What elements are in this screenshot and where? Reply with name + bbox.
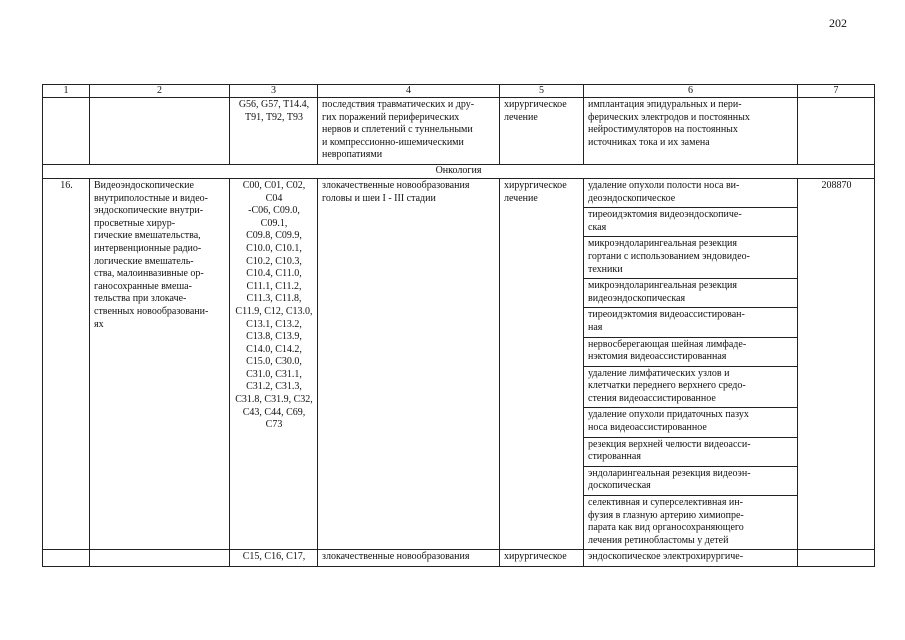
cell-codes: C15, C16, C17, (230, 550, 318, 567)
table-row-16 (43, 178, 875, 207)
method-cell: эндоларингеальная резекция видеоэн- доскопическая (584, 466, 798, 495)
method-cell: удаление лимфатических узлов и клетчатки переднего верхнего средо- стения видеоассистированное (584, 366, 798, 408)
header-col-5: 5 (500, 85, 584, 98)
page-number: 202 (829, 16, 847, 30)
header-col-1: 1 (43, 85, 90, 98)
cell-type (90, 98, 230, 165)
header-col-3: 3 (230, 85, 318, 98)
cell-method: имплантация эпидуральных и пери- ферических электродов и постоянных нейростимуляторов на постоянных источниках тока и их замена (584, 98, 798, 165)
method-cell: нервосберегающая шейная лимфаде- нэктомия видеоассистированная (584, 337, 798, 366)
row-number: 16. (43, 178, 90, 549)
header-col-7: 7 (798, 85, 875, 98)
method-cell: микроэндоларингеальная резекция гортани с использованием эндовидео- техники (584, 237, 798, 279)
cell-codes: G56, G57, T14.4, T91, T92, T93 (230, 98, 318, 165)
procedures-table (42, 84, 875, 567)
cell-condition: злокачественные новообразования (318, 550, 500, 567)
cell-treatment: хирургическое лечение (500, 178, 584, 549)
cell-cost (798, 98, 875, 165)
header-col-4: 4 (318, 85, 500, 98)
header-row (43, 85, 875, 98)
method-cell: резекция верхней челюсти видеоасси- стированная (584, 437, 798, 466)
method-cell: тиреоидэктомия видеоассистирован- ная (584, 308, 798, 337)
cell-type: Видеоэндоскопические внутриполостные и видео- эндоскопические внутри- просветные хирур- гические вмешательства, интервенционные радио- логические вмешатель- ства, малоинвазивные ор- ганосохранные вмеша- тельства при злокаче- ственных новообразовани- ях (90, 178, 230, 549)
table-row-cut (43, 550, 875, 567)
cell-number (43, 550, 90, 567)
cell-condition: злокачественные новообразования головы и шеи I - III стадии (318, 178, 500, 549)
method-cell: тиреоидэктомия видеоэндоскопиче- ская (584, 208, 798, 237)
header-col-6: 6 (584, 85, 798, 98)
method-cell: селективная и суперселективная ин- фузия в глазную артерию химиопре- парата как вид органосохраняющего лечения ретинобластомы у детей (584, 496, 798, 550)
header-col-2: 2 (90, 85, 230, 98)
cell-condition: последствия травматических и дру- гих поражений периферических нервов и сплетений с туннельными и компрессионно-ишемическими невропатиями (318, 98, 500, 165)
cell-treatment: хирургическое лечение (500, 98, 584, 165)
cell-cost: 208870 (798, 178, 875, 549)
cell-treatment: хирургическое (500, 550, 584, 567)
method-cell: микроэндоларингеальная резекция видеоэндоскопическая (584, 279, 798, 308)
cell-number (43, 98, 90, 165)
method-cell: удаление опухоли придаточных пазух носа видеоассистированное (584, 408, 798, 437)
cell-codes: C00, C01, C02, C04 -C06, C09.0, C09.1, C09.8, C09.9, C10.0, C10.1, C10.2, C10.3, C10.4, C11.0, C11.1, C11.2, C11.3, C11.8, C11.9, C12, C13.0, C13.1, C13.2, C13.8, C13.9, C14.0, C14.2, C15.0, C30.0, C31.0, C31.1, C31.2, C31.3, C31.8, C31.9, C32, C43, C44, C69, C73 (230, 178, 318, 549)
cell-cost (798, 550, 875, 567)
section-row (43, 164, 875, 178)
cell-method: эндоскопическое электрохирургиче- (584, 550, 798, 567)
cell-type (90, 550, 230, 567)
table-row-continued (43, 98, 875, 165)
method-cell: удаление опухоли полости носа ви- деоэндоскопическое (584, 178, 798, 207)
section-title: Онкология (43, 164, 875, 178)
